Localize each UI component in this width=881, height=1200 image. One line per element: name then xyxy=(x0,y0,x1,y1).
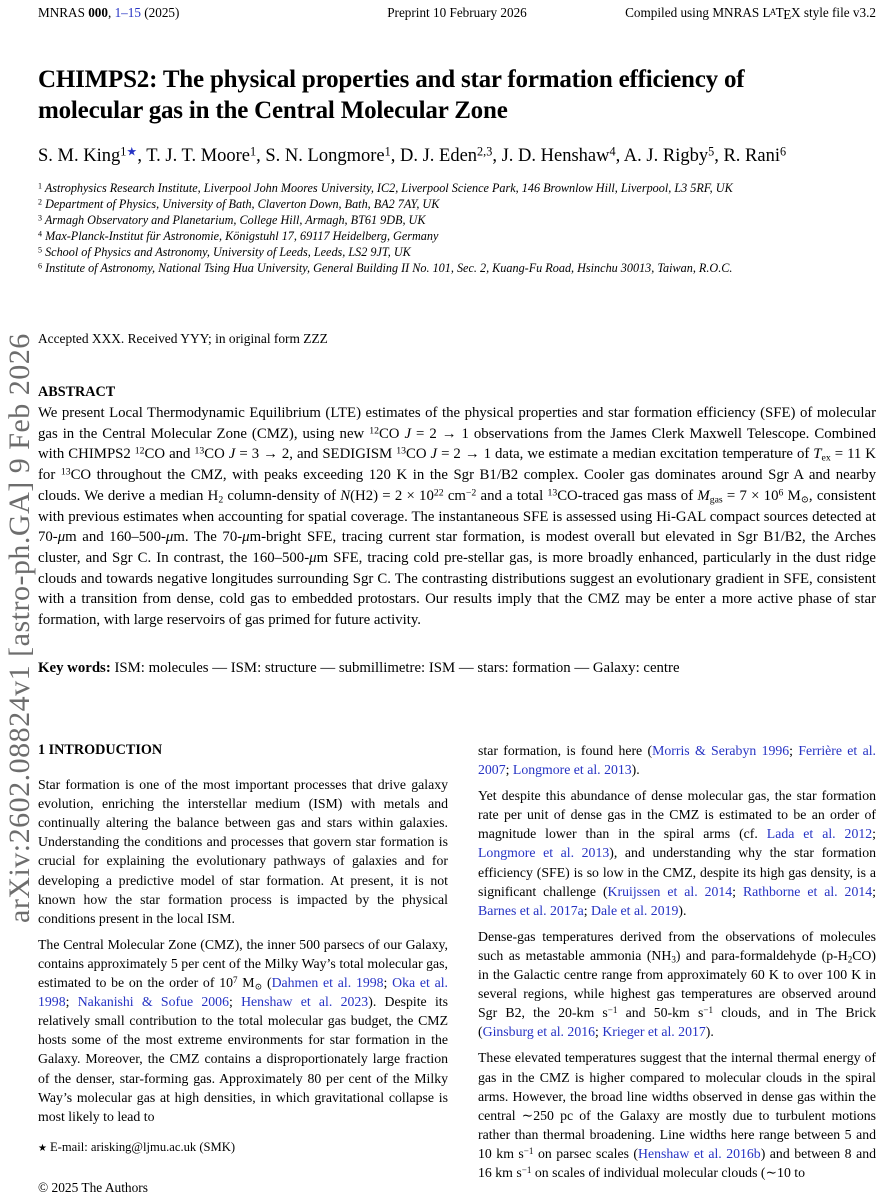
citation-link[interactable]: Rathborne et al. 2014 xyxy=(742,883,873,899)
text-segment: on scales of individual molecular clouds (∼10 to xyxy=(531,1164,806,1180)
citation-link[interactable]: Dahmen et al. 1998 xyxy=(271,975,384,991)
affiliation-line-5 xyxy=(38,244,876,260)
text-segment: 2 xyxy=(847,954,853,965)
text-segment: = 2 → 1 data, we estimate a median excitation temperature of xyxy=(437,446,814,463)
text-segment: Key words: xyxy=(38,660,111,676)
text-segment: CO xyxy=(405,446,431,463)
text-segment: 4 xyxy=(38,229,43,239)
text-segment: CO) in the Galactic centre range from approximately 60 K to over 100 K in several regions, while highest gas temperatures are observed around Sgr B2, the 20-km s xyxy=(478,947,876,1021)
text-segment: 6 xyxy=(780,144,787,159)
text-segment: 000 xyxy=(88,5,108,20)
text-segment: gas xyxy=(709,494,723,506)
citation-link[interactable]: Lada et al. 2012 xyxy=(766,826,873,842)
text-segment: CO and xyxy=(144,446,195,463)
footnote-star: ★ xyxy=(38,1143,47,1154)
arxiv-watermark: arXiv:2602.08824v1 [astro-ph.GA] 9 Feb 2026 xyxy=(3,333,36,923)
text-segment: Yet despite this abundance of dense molecular gas, the star formation rate per unit of dense gas in the CMZ is estimated to be an order of magnitude lower than in the spiral arms (cf. xyxy=(478,788,876,842)
text-segment: N xyxy=(340,487,351,504)
text-segment: −1 xyxy=(607,1005,618,1016)
text-segment: = 11 K for xyxy=(38,446,876,484)
text-segment: 1 xyxy=(120,144,127,159)
text-segment: μ xyxy=(242,529,250,546)
text-segment: −1 xyxy=(703,1005,714,1016)
intro-paragraph-5 xyxy=(478,1048,876,1182)
text-segment: E-mail: arisking@ljmu.ac.uk (SMK) xyxy=(46,1140,236,1154)
text-segment: Compiled using MNRAS L xyxy=(625,5,771,20)
text-segment: 3 xyxy=(671,954,676,965)
text-segment: ; xyxy=(595,1024,603,1040)
text-segment: Department of Physics, University of Bath, Claverton Down, Bath, BA2 7AY, UK xyxy=(42,197,440,212)
text-segment: 12 xyxy=(369,425,379,437)
citation-link[interactable]: Oka et al. 1998 xyxy=(38,975,449,1010)
text-segment: ; xyxy=(732,883,743,899)
text-segment: 13 xyxy=(194,446,205,458)
text-segment: The Central Molecular Zone (CMZ), the inner 500 parsecs of our Galaxy, contains approximately 5 per cent of the Milky Way’s total molecular gas, estimated to be on the order of 10 xyxy=(38,936,448,991)
citation-link[interactable]: Henshaw et al. 2023 xyxy=(241,994,369,1010)
text-segment: and a total xyxy=(476,487,548,504)
text-segment: 12 xyxy=(134,446,145,458)
text-segment: CO throughout the CMZ, with peaks exceeding 120 K in the Sgr B1/B2 complex. Cooler gas dominates around Sgr A and nearby clouds. We derive a median H xyxy=(38,467,876,504)
text-segment: m. The 70- xyxy=(173,529,243,546)
text-segment: CO-traced gas mass of xyxy=(557,487,698,504)
text-segment: Star formation is one of the most important processes that drive galaxy evolution, enriching the interstellar medium (ISM) with metals and continually altering the balance between gas and stars within galaxies. Understanding the conditions and processes that govern star formation is crucial for explaining the evolutionary pathways of galaxies and for developing a predictive model of star formation. At present, it is not known how the star formation process is impacted by the physical conditions present in the local ISM. xyxy=(38,777,448,926)
text-segment: ex xyxy=(821,452,831,464)
text-segment: ). xyxy=(705,1024,714,1040)
text-segment: , J. D. Henshaw xyxy=(492,146,610,166)
text-segment: ( xyxy=(262,975,272,991)
text-segment: 2 xyxy=(38,197,43,207)
text-segment: , T. J. T. Moore xyxy=(137,146,251,166)
text-segment: Max-Planck-Institut für Astronomie, Königstuhl 17, 69117 Heidelberg, Germany xyxy=(42,229,439,244)
text-segment: ) and para-formaldehyde (p-H xyxy=(675,947,848,963)
text-segment: (2025) xyxy=(140,5,180,20)
text-segment: X style file v3.2 xyxy=(791,5,876,20)
text-segment: molecular gas in the Central Molecular Zone xyxy=(38,97,508,124)
text-segment: on parsec scales ( xyxy=(533,1145,639,1161)
text-segment: , S. N. Longmore xyxy=(256,146,385,166)
affiliation-line-1 xyxy=(38,180,876,196)
text-segment: Dense-gas temperatures derived from the observations of molecules such as metastable ammonia (NH xyxy=(478,928,876,963)
citation-link[interactable]: Ginsburg et al. 2016 xyxy=(482,1024,596,1040)
author-list xyxy=(38,146,876,167)
text-segment: , A. J. Rigby xyxy=(615,146,709,166)
affiliation-line-3 xyxy=(38,212,876,228)
journal-reference xyxy=(38,5,387,21)
citation-link[interactable]: Ferrière et al. 2007 xyxy=(478,743,876,778)
text-segment: −2 xyxy=(465,487,477,499)
text-segment: S. M. King xyxy=(38,146,121,166)
text-segment: star formation, is found here ( xyxy=(478,743,653,758)
text-segment: Institute of Astronomy, National Tsing Hua University, General Building II No. 101, Sec. 2, Kuang-Fu Road, Hsinchu 30013, Taiwan, R.O.C. xyxy=(42,261,733,276)
text-segment: m-bright SFE, tracing current star formation, is modest overall but elevated in Sgr B1/B2, the Arches cluster, and Sgr C. In contrast, the 160–500- xyxy=(38,529,876,566)
text-segment: 3 xyxy=(38,213,43,223)
text-segment: , D. J. Eden xyxy=(390,146,478,166)
citation-link[interactable]: Dale et al. 2019 xyxy=(591,902,679,918)
text-segment: and 50-km s xyxy=(617,1005,704,1021)
history-line: Accepted XXX. Received YYY; in original form ZZZ xyxy=(38,331,328,346)
affiliation-line-4 xyxy=(38,228,876,244)
text-segment: cm xyxy=(443,487,466,504)
text-segment: 6 xyxy=(778,487,784,499)
text-segment: m SFE, tracing cold pre-stellar gas, is more broadly enhanced, particularly in the dust ridge clouds and towards negative longitudes surrounding Sgr C. The contrasting distributions suggest an evolutionary gradient in SFE, consistent with a transition from dense, cold gas to embedded protostars. Our results imply that the CMZ may be enter a more active phase of star formation, with large reservoirs of gas primed for future activity. xyxy=(38,549,877,629)
citation-link[interactable]: Krieger et al. 2017 xyxy=(602,1024,706,1040)
text-segment: m and 160–500- xyxy=(65,529,166,546)
citation-link[interactable]: Longmore et al. 2013 xyxy=(478,845,610,861)
text-segment: ; xyxy=(383,975,393,991)
text-segment: 2 xyxy=(218,494,224,506)
citation-link[interactable]: Henshaw et al. 2016b xyxy=(638,1145,761,1161)
text-segment: μ xyxy=(309,549,317,566)
text-segment: , consistent with previous estimates when accounting for spatial coverage. The instantaneous SFE is assessed using Hi-GAL compact sources detected at 70- xyxy=(38,487,877,546)
intro-paragraph-4 xyxy=(478,927,876,1042)
text-segment: −1 xyxy=(521,1164,532,1175)
corresponding-author-star[interactable]: ★ xyxy=(126,144,138,159)
text-segment: ), and understanding why the star formation efficiency (SFE) is so low in the CMZ, despite its high gas density, is a significant challenge ( xyxy=(478,845,876,899)
text-segment: T xyxy=(775,5,784,20)
section-heading-introduction: 1 INTRODUCTION xyxy=(38,742,163,758)
text-segment: ). Despite its relatively small contribution to the total molecular gas budget, the CMZ hosts some of the most extreme environments for star formation in the Galaxy. Moreover, the CMZ contains a disproportionately large fraction of the denser, star-forming gas. Approximately 80 per cent of the Milky Way’s molecular gas at high densities, in which gravitational collapse is most likely to lead to xyxy=(38,994,448,1124)
left-column xyxy=(38,741,448,1133)
text-segment: A xyxy=(769,6,777,17)
intro-paragraph-2-continued xyxy=(478,741,876,779)
right-column xyxy=(478,741,876,1189)
copyright-line: © 2025 The Authors xyxy=(38,1180,148,1195)
text-segment: 5 xyxy=(708,144,715,159)
text-segment: ; xyxy=(583,902,592,918)
text-segment: These elevated temperatures suggest that the internal thermal energy of gas in the CMZ is higher compared to molecular clouds in the spiral arms. However, the broad line widths observed in dense gas within the central ∼250 pc of the Galaxy are mostly due to turbulent motions rather than thermal broadening. Line widths here range between 5 and 10 km s xyxy=(478,1050,876,1161)
compiled-note xyxy=(527,5,876,23)
text-segment: 13 xyxy=(547,487,558,499)
text-segment: J xyxy=(430,446,438,463)
intro-paragraph-1 xyxy=(38,775,448,928)
text-segment: −1 xyxy=(523,1145,534,1156)
text-segment: 2,3 xyxy=(477,144,493,159)
text-segment: ; xyxy=(789,743,799,758)
text-segment: = 3 → 2, and SEDIGISM xyxy=(235,446,397,463)
text-segment: ⊙ xyxy=(800,494,809,506)
citation-link[interactable]: Morris & Serabyn 1996 xyxy=(652,743,790,758)
text-segment: = 2 → 1 observations from the James Clerk Maxwell Telescope. Combined with CHIMPS2 xyxy=(38,425,876,463)
journal-header xyxy=(38,5,876,23)
text-segment: 13 xyxy=(396,446,406,458)
text-segment: CO xyxy=(204,446,229,463)
affiliation-list xyxy=(38,180,876,277)
intro-paragraph-3 xyxy=(478,786,876,920)
text-segment: J xyxy=(228,446,236,463)
paper-title xyxy=(38,64,876,126)
text-segment: J xyxy=(404,425,412,442)
text-segment: School of Physics and Astronomy, University of Leeds, Leeds, LS2 9JT, UK xyxy=(42,245,411,260)
text-segment: μ xyxy=(165,529,174,546)
text-segment: M xyxy=(697,487,710,504)
page-range-link[interactable]: 1–15 xyxy=(114,5,141,20)
text-segment: ; xyxy=(228,994,242,1010)
preprint-date: Preprint 10 February 2026 xyxy=(387,5,527,20)
text-segment: ). xyxy=(678,902,687,918)
text-segment: = 7 × 10 xyxy=(722,487,779,504)
text-segment: Astrophysics Research Institute, Liverpool John Moores University, IC2, Liverpool Science Park, 146 Brownlow Hill, Liverpool, L3 5RF, UK xyxy=(42,181,733,195)
footnote-email xyxy=(38,1140,448,1155)
text-segment: 6 xyxy=(38,261,43,271)
text-segment: ⊙ xyxy=(254,981,263,992)
keywords-line xyxy=(38,660,876,677)
text-segment: 4 xyxy=(609,144,616,159)
text-segment: clouds, and in The Brick ( xyxy=(478,1005,876,1040)
text-segment: 22 xyxy=(433,487,444,499)
text-segment: ISM: molecules — ISM: structure — submillimetre: ISM — stars: formation — Galaxy: centre xyxy=(110,660,680,676)
citation-link[interactable]: Longmore et al. 2013 xyxy=(512,762,632,778)
text-segment: Armagh Observatory and Planetarium, College Hill, Armagh, BT61 9DB, UK xyxy=(42,213,426,228)
citation-link[interactable]: Barnes et al. 2017a xyxy=(478,902,584,918)
text-segment: 5 xyxy=(38,245,43,255)
text-segment: M xyxy=(783,487,801,504)
text-segment: μ xyxy=(57,529,66,546)
text-segment: 13 xyxy=(60,466,71,478)
intro-paragraph-2 xyxy=(38,935,448,1126)
text-segment: M xyxy=(237,975,255,991)
citation-link[interactable]: Kruijssen et al. 2014 xyxy=(607,883,733,899)
text-segment: ; xyxy=(872,826,876,842)
text-segment: , R. Rani xyxy=(714,146,780,166)
abstract-body xyxy=(38,403,876,631)
text-segment: MNRAS xyxy=(38,5,89,20)
text-segment: (H2) = 2 × 10 xyxy=(350,487,434,504)
text-segment: 1 xyxy=(38,181,43,191)
text-segment: CHIMPS2: The physical properties and star formation efficiency of xyxy=(38,66,745,93)
text-segment: ) and between 8 and 16 km s xyxy=(478,1145,876,1180)
text-segment: ; xyxy=(505,762,513,778)
text-segment: 1 xyxy=(250,144,257,159)
abstract-heading: ABSTRACT xyxy=(38,384,116,400)
text-segment: column-density of xyxy=(223,487,341,504)
text-segment: 1 xyxy=(384,144,391,159)
citation-link[interactable]: Nakanishi & Sofue 2006 xyxy=(77,994,229,1010)
text-segment: ; xyxy=(65,994,78,1010)
text-segment: ; xyxy=(872,883,876,899)
text-segment: 7 xyxy=(233,974,238,985)
text-segment: CO xyxy=(378,425,405,442)
affiliation-line-6 xyxy=(38,260,876,276)
affiliation-line-2 xyxy=(38,196,876,212)
text-segment: T xyxy=(813,446,822,463)
text-segment: ). xyxy=(631,762,640,778)
text-segment: We present Local Thermodynamic Equilibrium (LTE) estimates of the physical properties and star formation efficiency (SFE) of molecular gas in the Central Molecular Zone (CMZ), using new xyxy=(38,405,876,442)
text-segment: E xyxy=(783,7,792,23)
text-segment: , xyxy=(107,5,115,20)
